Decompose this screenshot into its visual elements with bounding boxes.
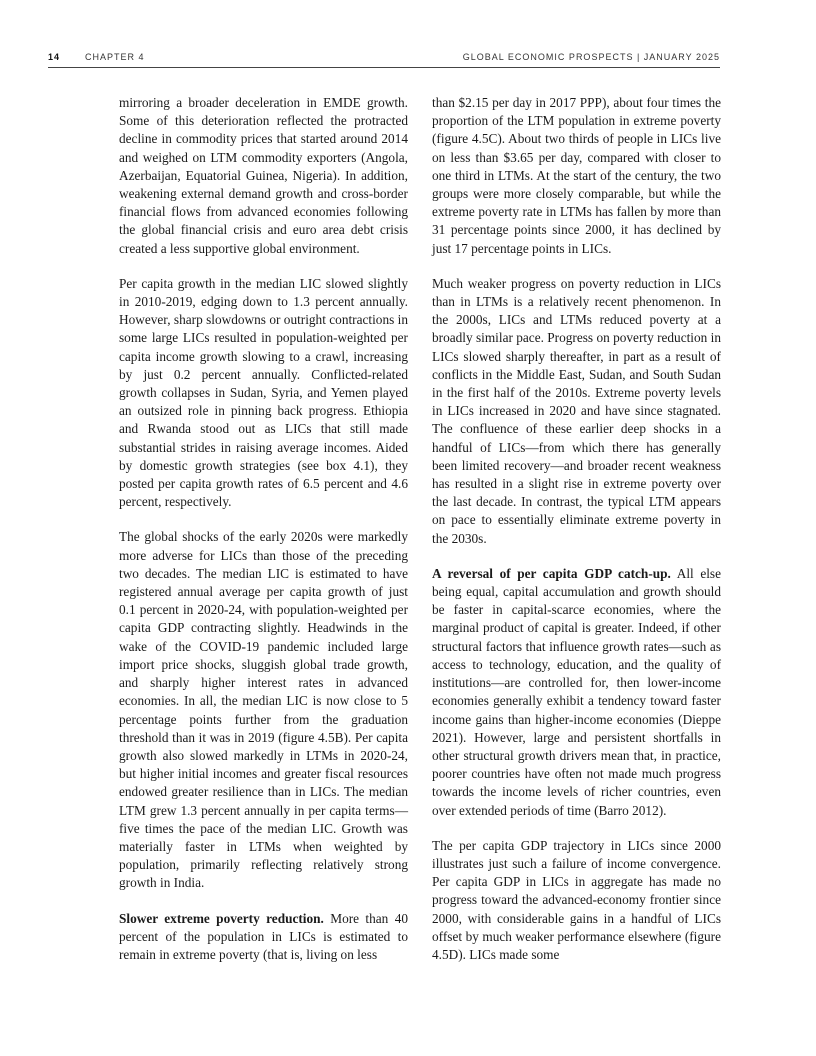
page-number: 14 [48,52,61,62]
paragraph-lead-heading: Slower extreme poverty reduction. [119,910,324,926]
paragraph-lead-heading: A reversal of per capita GDP catch-up. [432,565,671,581]
running-header [48,52,720,66]
paragraph [432,565,721,820]
paragraph: than $2.15 per day in 2017 PPP), about four times the proportion of the LTM population in extreme poverty (figure 4.5C). About two thirds of people in LICs live on less than $3.65 per day, compared with closer to one third in LTMs. At the start of the century, the two groups were more closely comparable, but while the extreme poverty rate in LTMs has fallen by more than 31 percentage points since 2000, it has declined by just 17 percentage points in LICs. [432,95,721,256]
paragraph [119,910,408,965]
chapter-label: CHAPTER 4 [85,52,145,62]
left-column [119,94,408,981]
publication-title: GLOBAL ECONOMIC PROSPECTS | JANUARY 2025 [462,52,720,62]
paragraph: The per capita GDP trajectory in LICs since 2000 illustrates just such a failure of income convergence. Per capita GDP in LICs in aggregate has made no progress toward the advanced-economy frontier since 2000, with considerable gains in a handful of LICs offset by much weaker performance elsewhere (figure 4.5D). LICs made some [432,837,721,962]
paragraph: Much weaker progress on poverty reduction in LICs than in LTMs is a relatively recent phenomenon. In the 2000s, LICs and LTMs reduced poverty at a broadly similar pace. Progress on poverty reduction in LICs slowed sharply thereafter, in part as a result of conflicts in the Middle East, Sudan, and South Sudan in the first half of the 2010s. Extreme poverty levels in LICs increased in 2020 and have since stagnated. The confluence of these earlier deep shocks in a handful of LICs—from which there has generally been limited recovery—and broader recent weakness has resulted in a slight rise in extreme poverty over the last decade. In contrast, the typical LTM appears on pace to essentially eliminate extreme poverty in the 2030s. [432,275,721,546]
paragraph-text: More than 40 percent of the population in LICs is estimated to remain in extreme poverty (that is, living on less [119,910,408,962]
paragraph: mirroring a broader deceleration in EMDE growth. Some of this deterioration reflected the protracted decline in commodity prices that started around 2014 and weighed on LTM commodity exporters (Angola, Azerbaijan, Equatorial Guinea, Nigeria). In addition, weakening external demand growth and cross-border financial flows from advanced economies following the global financial crisis and euro area debt crisis created a less supportive global environment. [119,95,408,256]
right-column [432,94,721,981]
header-rule [48,67,720,68]
paragraph: The global shocks of the early 2020s were markedly more adverse for LICs than those of the preceding two decades. The median LIC is estimated to have registered annual average per capita growth of just 0.1 percent in 2020-24, with population-weighted per capita GDP contracting slightly. Headwinds in the wake of the COVID-19 pandemic included large import price shocks, sluggish global trade growth, and sharply higher interest rates in advanced economies. In all, the median LIC is now close to 5 percentage points further from the graduation threshold than it was in 2019 (figure 4.5B). Per capita growth also slowed markedly in LTMs in 2020-24, but higher initial incomes and greater fiscal resources endowed greater resilience than in LICs. The median LTM grew 1.3 percent annually in per capita terms—five times the pace of the median LIC. Growth was materially faster in LTMs when weighted by population, primarily reflecting relatively strong growth in India. [119,529,408,891]
paragraph: Per capita growth in the median LIC slowed slightly in 2010-2019, edging down to 1.3 percent annually. However, sharp slowdowns or outright contractions in some large LICs resulted in population-weighted per capita income growth slowing to a crawl, increasing by just 0.2 percent annually. Conflicted-related growth collapses in Sudan, Syria, and Yemen played an outsized role in pinning back progress. Ethiopia and Rwanda stood out as LICs that still made substantial strides in raising average incomes. Aided by domestic growth strategies (see box 4.1), they posted per capita growth rates of 6.5 percent and 4.6 percent, respectively. [119,275,408,510]
paragraph-text: All else being equal, capital accumulation and growth should be faster in capital-scarce economies, where the marginal product of capital is greater. Indeed, if other structural factors that influence growth rates—such as access to technology, education, and the quality of institutions—are controlled for, then lower-income economies generally exhibit a tendency toward faster income gains than higher-income economies (Dieppe 2021). However, large and persistent shortfalls in other structural growth drivers mean that, in practice, poorer countries have often not made much progress towards the income levels of richer countries, even over extended periods of time (Barro 2012). [432,565,721,818]
